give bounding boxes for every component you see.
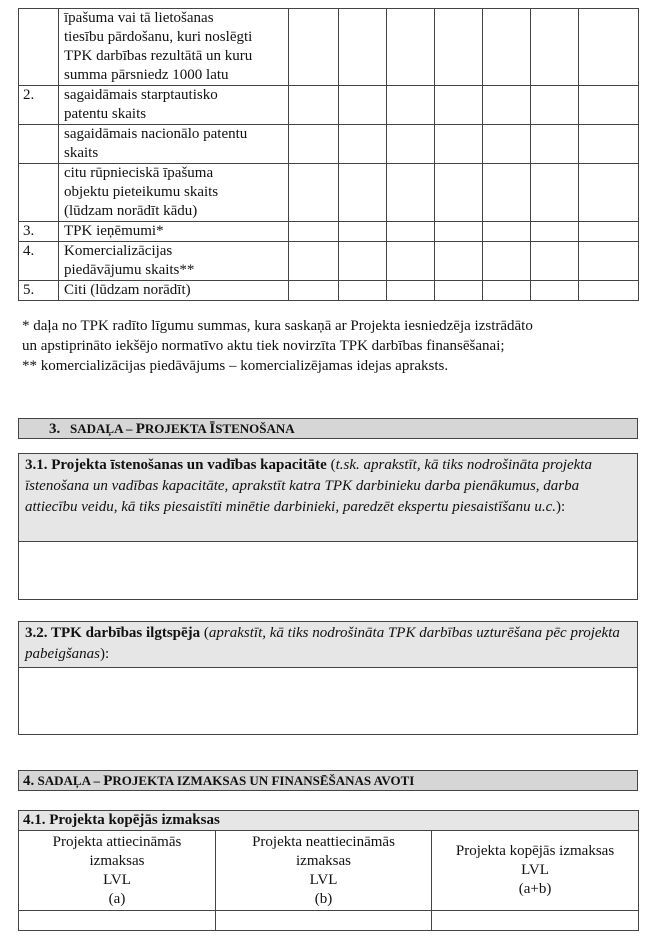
box-3-1-heading [19,454,637,542]
row-label-line: (lūdzam norādīt kādu) [64,203,198,219]
row-label-line: piedāvājumu skaits** [64,262,195,278]
value-cell[interactable] [339,125,387,164]
cost-table [18,810,639,931]
row-label-line: tiesību pārdošanu, kuri noslēgti [64,29,253,45]
header-line: LVL [309,871,338,888]
paren: ( [200,625,209,641]
section-3-heading [18,418,638,439]
section-initial: P [103,773,113,789]
value-cell[interactable] [579,86,639,125]
cost-table-title: 4.1. Projekta kopējās izmaksas [19,811,639,831]
row-number: 4. [19,242,59,281]
footnote-line: * daļa no TPK radīto līgumu summas, kura saskaņā ar Projekta iesniedzēja izstrādāto [22,318,533,334]
value-cell[interactable] [435,281,483,301]
header-line: Projekta attiecināmās [52,833,182,850]
cost-col-header-a [19,831,216,911]
value-cell[interactable] [435,125,483,164]
section-title-part: ROJEKTA [144,421,210,436]
row-label [59,9,289,86]
row-label-line: skaits [64,145,99,161]
value-cell[interactable] [579,125,639,164]
header-line: LVL [521,862,549,878]
row-number: 3. [19,222,59,242]
table-row [19,86,639,125]
value-cell[interactable] [531,281,579,301]
header-line: Projekta neattiecināmās [252,833,395,850]
row-label [59,164,289,222]
cost-value-total-field[interactable] [432,911,639,931]
table-row [19,125,639,164]
row-label [59,242,289,281]
value-cell[interactable] [483,125,531,164]
cost-col-header-b [216,831,432,911]
section-number: 3. [49,421,61,437]
row-label-line: citu rūpnieciskā īpašuma [64,165,214,181]
header-line: LVL [103,871,131,888]
indicator-table [18,8,639,301]
footnote-line: un apstiprināto iekšējo normatīvo aktu tiek novirzīta TPK darbības finansēšanai; [22,338,505,354]
section-label: SADAĻA – [70,421,136,436]
header-line: (b) [314,890,333,907]
box-3-2 [18,621,638,735]
value-cell[interactable] [387,86,435,125]
table-row [19,242,639,281]
value-cell[interactable] [531,222,579,242]
table-row [19,9,639,86]
header-line: izmaksas [89,852,145,869]
paren: ): [556,499,566,515]
value-cell[interactable] [339,164,387,222]
value-cell[interactable] [483,9,531,86]
value-cell[interactable] [483,222,531,242]
row-label-line: summa pārsniedz 1000 latu [64,67,229,83]
value-cell[interactable] [387,281,435,301]
value-cell[interactable] [435,222,483,242]
value-cell[interactable] [387,242,435,281]
value-cell[interactable] [387,222,435,242]
value-cell[interactable] [579,281,639,301]
heading-italic: t.sk. aprakstīt, kā tiks nodrošināta projekta īstenošana un vadības kapacitāte, aprakstīt katra TPK darbinieku darba pienākumus, darba attiecību veidu, kā tiks piesaistīti minētie darbinieki, paredzēt ekspertu piesaistīšanu u.c. [25,457,592,515]
section-initial: P [135,421,145,437]
box-3-2-answer-field[interactable] [19,668,637,736]
row-label-line: sagaidāmais starptautisko [64,87,218,103]
heading-bold: 3.1. Projekta īstenošanas un vadības kapacitāte [25,457,327,473]
value-cell[interactable] [531,86,579,125]
value-cell[interactable] [435,9,483,86]
box-3-2-heading [19,622,637,668]
value-cell[interactable] [289,222,339,242]
header-line: izmaksas [296,852,351,869]
footnote-line: ** komercializācijas piedāvājums – komercializējamas idejas apraksts. [22,358,449,374]
value-cell[interactable] [289,242,339,281]
value-cell[interactable] [387,164,435,222]
row-label [59,222,289,242]
table-row [19,222,639,242]
row-label-line: patentu skaits [64,106,147,122]
row-label-line: TPK ieņēmumi* [64,223,164,239]
value-cell[interactable] [339,242,387,281]
row-number: 5. [19,281,59,301]
value-cell[interactable] [531,9,579,86]
row-label [59,86,289,125]
footnotes [22,316,634,376]
value-cell[interactable] [483,281,531,301]
section-title-part: ROJEKTA IZMAKSAS UN FINANSĒŠANAS AVOTI [112,773,415,788]
header-line: (a) [108,890,126,907]
value-cell[interactable] [483,242,531,281]
cost-value-a-field[interactable] [19,911,216,931]
value-cell[interactable] [435,86,483,125]
value-cell[interactable] [579,242,639,281]
row-number [19,9,59,86]
row-label-line: objektu pieteikumu skaits [64,184,219,200]
cost-col-header-total [432,831,639,911]
heading-italic: aprakstīt, kā tiks nodrošināta TPK darbības uzturēšana pēc projekta pabeigšanas [25,625,620,662]
value-cell[interactable] [531,164,579,222]
heading-bold: 3.2. TPK darbības ilgtspēja [25,625,201,641]
header-line: Projekta kopējās izmaksas [455,843,615,859]
section-label: SADAĻA – [34,773,104,788]
value-cell[interactable] [531,125,579,164]
row-label-line: TPK darbības rezultātā un kuru [64,48,253,64]
value-cell[interactable] [435,164,483,222]
section-4-heading [18,770,638,791]
value-cell[interactable] [387,9,435,86]
value-cell[interactable] [289,125,339,164]
row-label-line: sagaidāmais nacionālo patentu [64,126,248,142]
value-cell[interactable] [339,222,387,242]
value-cell[interactable] [579,222,639,242]
cost-value-b-field[interactable] [216,911,432,931]
value-cell[interactable] [339,281,387,301]
row-number [19,164,59,222]
value-cell[interactable] [387,125,435,164]
row-number: 2. [19,86,59,125]
row-label [59,281,289,301]
table-row [19,164,639,222]
value-cell[interactable] [289,164,339,222]
value-cell[interactable] [435,242,483,281]
value-cell[interactable] [289,86,339,125]
value-cell[interactable] [531,242,579,281]
paren: ( [326,457,336,473]
paren: ): [100,646,110,662]
value-cell[interactable] [579,9,639,86]
row-number [19,125,59,164]
section-title-part: STENOŠANA [215,421,295,436]
section-number: 4. [23,773,35,789]
row-label-line: Komercializācijas [64,243,173,259]
box-3-1 [18,453,638,600]
value-cell[interactable] [483,86,531,125]
value-cell[interactable] [483,164,531,222]
row-label [59,125,289,164]
value-cell[interactable] [289,9,339,86]
row-label-line: īpašuma vai tā lietošanas [64,10,214,26]
value-cell[interactable] [339,86,387,125]
value-cell[interactable] [339,9,387,86]
box-3-1-answer-field[interactable] [19,542,637,602]
value-cell[interactable] [289,281,339,301]
section-initial: Ī [209,421,216,437]
header-line: (a+b) [518,881,552,897]
row-label-line: Citi (lūdzam norādīt) [64,282,191,298]
value-cell[interactable] [579,164,639,222]
table-row [19,281,639,301]
